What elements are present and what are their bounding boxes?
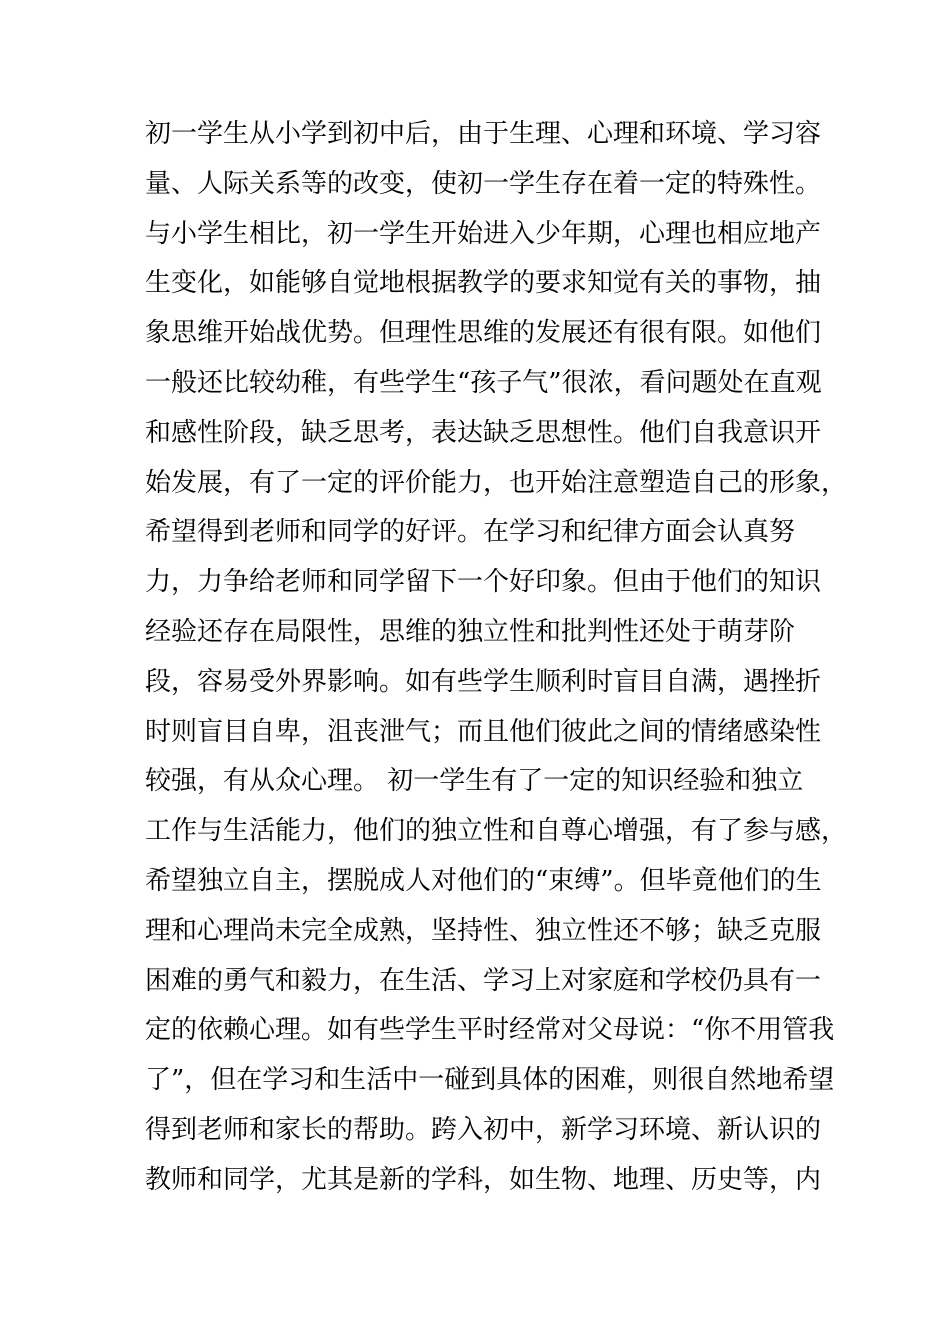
- text-line: 教师和同学，尤其是新的学科，如生物、地理、历史等，内: [145, 1164, 822, 1195]
- text-line: 时则盲目自卑，沮丧泄气；而且他们彼此之间的情绪感染性: [145, 716, 822, 747]
- text-line: 始发展，有了一定的评价能力，也开始注意塑造自己的形象，: [145, 467, 848, 498]
- text-line: 得到老师和家长的帮助。跨入初中，新学习环境、新认识的: [145, 1114, 822, 1145]
- text-line: 希望得到老师和同学的好评。在学习和纪律方面会认真努: [145, 517, 796, 548]
- text-line: 生变化，如能够自觉地根据教学的要求知觉有关的事物，抽: [145, 268, 822, 299]
- text-line: 较强，有从众心理。 初一学生有了一定的知识经验和独立: [145, 766, 804, 797]
- text-line: 工作与生活能力，他们的独立性和自尊心增强，有了参与感，: [145, 816, 848, 847]
- text-line: 希望独立自主，摆脱成人对他们的“束缚”。但毕竟他们的生: [145, 865, 822, 896]
- text-line: 定的依赖心理。如有些学生平时经常对父母说：“你不用管我: [145, 1015, 835, 1046]
- text-line: 困难的勇气和毅力，在生活、学习上对家庭和学校仍具有一: [145, 965, 822, 996]
- text-line: 一般还比较幼稚，有些学生“孩子气”很浓，看问题处在直观: [145, 367, 822, 398]
- text-line: 力，力争给老师和同学留下一个好印象。但由于他们的知识: [145, 567, 822, 598]
- text-line: 经验还存在局限性，思维的独立性和批判性还处于萌芽阶: [145, 616, 796, 647]
- text-line: 与小学生相比，初一学生开始进入少年期，心理也相应地产: [145, 218, 822, 249]
- text-line: 象思维开始战优势。但理性思维的发展还有很有限。如他们: [145, 318, 822, 349]
- body-text: [145, 110, 848, 1206]
- text-line: 理和心理尚未完全成熟，坚持性、独立性还不够；缺乏克服: [145, 915, 822, 946]
- text-line: 段，容易受外界影响。如有些学生顺利时盲目自满，遇挫折: [145, 666, 822, 697]
- text-line: 量、人际关系等的改变，使初一学生存在着一定的特殊性。: [145, 168, 822, 199]
- text-line: 了”，但在学习和生活中一碰到具体的困难，则很自然地希望: [145, 1065, 835, 1096]
- text-line: 初一学生从小学到初中后，由于生理、心理和环境、学习容: [145, 119, 822, 149]
- text-line: 和感性阶段，缺乏思考，表达缺乏思想性。他们自我意识开: [145, 417, 822, 448]
